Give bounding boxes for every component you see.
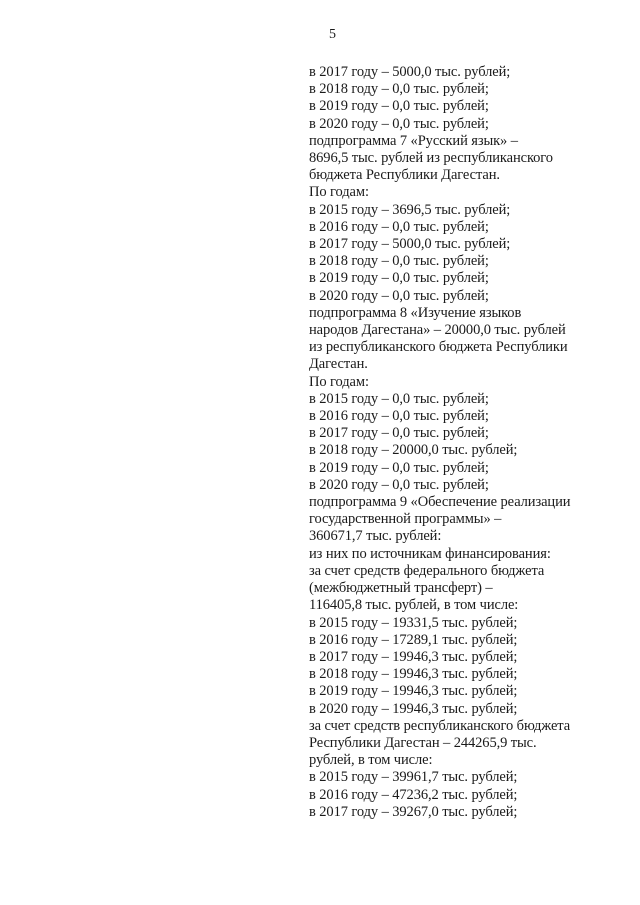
text-line: в 2017 году – 0,0 тыс. рублей; (309, 425, 489, 442)
text-line: (межбюджетный трансферт) – (309, 580, 493, 597)
text-line: в 2020 году – 0,0 тыс. рублей; (309, 476, 489, 493)
text-line: в 2020 году – 0,0 тыс. рублей; (309, 115, 489, 132)
text-line: народов Дагестана» – 20000,0 тыс. рублей (309, 322, 566, 339)
text-line: в 2015 году – 39961,7 тыс. рублей; (309, 769, 518, 786)
text-line: Республики Дагестан – 244265,9 тыс. (309, 734, 537, 751)
text-line: в 2016 году – 0,0 тыс. рублей; (309, 408, 489, 425)
text-line: подпрограмма 8 «Изучение языков (309, 304, 522, 321)
page-number: 5 (329, 27, 336, 42)
text-line: 116405,8 тыс. рублей, в том числе: (309, 597, 519, 614)
text-line: По годам: (309, 184, 369, 201)
text-line: рублей, в том числе: (309, 752, 433, 769)
text-line: в 2017 году – 5000,0 тыс. рублей; (309, 236, 511, 253)
text-line: в 2020 году – 19946,3 тыс. рублей; (309, 700, 518, 717)
text-line: государственной программы» – (309, 511, 502, 528)
text-line: в 2018 году – 20000,0 тыс. рублей; (309, 442, 518, 459)
text-line: в 2015 году – 3696,5 тыс. рублей; (309, 201, 511, 218)
text-line: из них по источникам финансирования: (309, 545, 551, 562)
text-line: в 2015 году – 0,0 тыс. рублей; (309, 390, 489, 407)
text-line: за счет средств федерального бюджета (309, 562, 545, 579)
text-line: подпрограмма 7 «Русский язык» – (309, 132, 518, 149)
text-line: из республиканского бюджета Республики (309, 339, 568, 356)
funding-text-block (309, 64, 629, 821)
text-line: 8696,5 тыс. рублей из республиканского (309, 150, 553, 167)
text-line: в 2017 году – 19946,3 тыс. рублей; (309, 648, 518, 665)
text-line: в 2019 году – 0,0 тыс. рублей; (309, 98, 489, 115)
text-line: в 2016 году – 17289,1 тыс. рублей; (309, 631, 518, 648)
text-line: в 2019 году – 0,0 тыс. рублей; (309, 459, 489, 476)
text-line: в 2016 году – 47236,2 тыс. рублей; (309, 786, 518, 803)
text-line: в 2017 году – 5000,0 тыс. рублей; (309, 64, 511, 80)
text-line: в 2019 году – 19946,3 тыс. рублей; (309, 683, 518, 700)
text-line: в 2018 году – 0,0 тыс. рублей; (309, 81, 489, 98)
text-line: в 2015 году – 19331,5 тыс. рублей; (309, 614, 518, 631)
text-line: в 2020 году – 0,0 тыс. рублей; (309, 287, 489, 304)
text-line: Дагестан. (309, 356, 368, 373)
text-line: 360671,7 тыс. рублей: (309, 528, 442, 545)
text-line: за счет средств республиканского бюджета (309, 717, 571, 734)
text-line: в 2016 году – 0,0 тыс. рублей; (309, 218, 489, 235)
text-line: подпрограмма 9 «Обеспечение реализации (309, 494, 571, 511)
text-line: в 2018 году – 0,0 тыс. рублей; (309, 253, 489, 270)
text-line: в 2019 году – 0,0 тыс. рублей; (309, 270, 489, 287)
text-line: бюджета Республики Дагестан. (309, 167, 500, 184)
text-line: в 2018 году – 19946,3 тыс. рублей; (309, 666, 518, 683)
text-line: в 2017 году – 39267,0 тыс. рублей; (309, 803, 518, 820)
text-line: По годам: (309, 373, 369, 390)
